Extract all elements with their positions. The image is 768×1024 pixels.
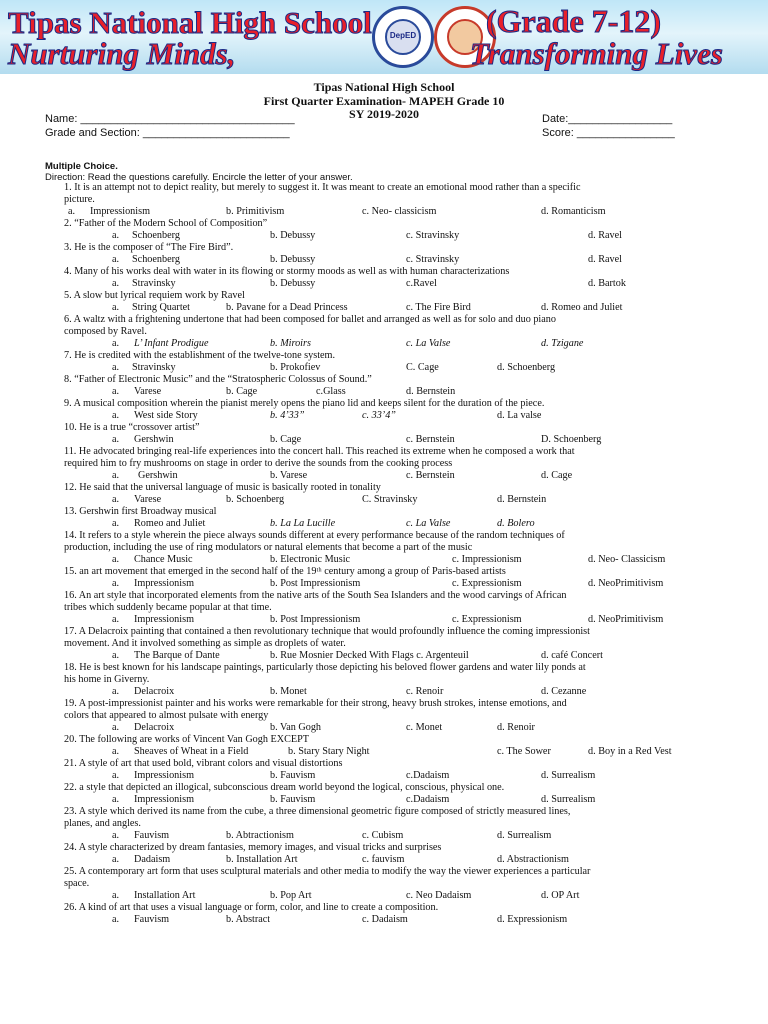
answer-choice[interactable]: Dadaism (134, 854, 171, 865)
question-text: 22. a style that depicted an illogical, subconscious dream world beyond the logical, conscious, physical one. (64, 782, 505, 793)
choice-letter: a. (112, 746, 120, 757)
answer-choice[interactable]: b. Varese (270, 470, 308, 481)
answer-choice[interactable]: c. Stravinsky (406, 230, 460, 241)
answer-choice[interactable]: b. Monet (270, 686, 307, 697)
question-text: colors that appeared to almost pulsate with energy (64, 710, 269, 721)
question-text: 23. A style which derived its name from the cube, a three dimensional geometric figure composed of strictly measured lines, (64, 806, 571, 817)
question-text: 4. Many of his works deal with water in its flowing or stormy moods as well as with human characterizations (64, 266, 510, 277)
answer-choice[interactable]: b. Installation Art (226, 854, 298, 865)
question-text: 25. A contemporary art form that uses sculptural materials and other media to modify the way the viewer experiences a particular (64, 866, 591, 877)
answer-choice[interactable]: b. Cage (226, 386, 258, 397)
answer-choice[interactable]: c.Dadaism (406, 770, 450, 781)
answer-choice[interactable]: L’ Infant Prodigue (134, 338, 209, 349)
answer-choice[interactable]: Chance Music (134, 554, 193, 565)
answer-choice[interactable]: b. Schoenberg (226, 494, 285, 505)
answer-choice[interactable]: c. Bernstein (406, 470, 455, 481)
answer-choice[interactable]: Gershwin (134, 434, 174, 445)
answer-choice[interactable]: d. Ravel (588, 230, 622, 241)
banner-motto-left: Nurturing Minds, (8, 36, 236, 71)
answer-choice[interactable]: d. Renoir (497, 722, 535, 733)
answer-choice[interactable]: c. Neo Dadaism (406, 890, 472, 901)
answer-choice[interactable]: d. Cezanne (541, 686, 587, 697)
question-text: 12. He said that the universal language of music is basically rooted in tonality (64, 482, 381, 493)
choice-letter: a. (112, 254, 120, 265)
name-field[interactable]: Name: ___________________________________ (45, 113, 295, 125)
question-text: 16. An art style that incorporated elements from the native arts of the South Sea Islanders and the wood carvings of African (64, 590, 567, 601)
choice-letter: a. (68, 206, 76, 217)
answer-choice[interactable]: Installation Art (134, 890, 196, 901)
answer-choice[interactable]: West side Story (134, 410, 198, 421)
choice-letter: a. (112, 686, 120, 697)
school-banner (0, 0, 768, 74)
answer-choice[interactable]: Impressionism (90, 206, 150, 217)
answer-choice[interactable]: c. Monet (406, 722, 443, 733)
choice-letter: a. (112, 230, 120, 241)
title-school: Tipas National High School (313, 80, 455, 94)
answer-choice[interactable]: b. 4’33” (270, 410, 305, 421)
answer-choice[interactable]: b. Debussy (270, 230, 316, 241)
answer-choice[interactable]: d. Romeo and Juliet (541, 302, 623, 313)
answer-choice[interactable]: d. Bartok (588, 278, 626, 289)
answer-choice[interactable]: c. Stravinsky (406, 254, 460, 265)
answer-choice[interactable]: Fauvism (134, 830, 170, 841)
answer-choice[interactable]: C. Stravinsky (362, 494, 418, 505)
choice-letter: a. (112, 578, 120, 589)
answer-choice[interactable]: d. La valse (497, 410, 542, 421)
choice-letter: a. (112, 854, 120, 865)
answer-choice[interactable]: c. Cubism (362, 830, 404, 841)
answer-choice[interactable]: b. Pavane for a Dead Princess (226, 302, 348, 313)
answer-choice[interactable]: b. La La Lucille (270, 518, 336, 529)
title-exam: First Quarter Examination- MAPEH Grade 10 (263, 93, 505, 108)
answer-choice[interactable]: Delacroix (134, 722, 175, 733)
answer-choice[interactable]: Stravinsky (132, 362, 176, 373)
choice-letter: a. (112, 470, 120, 481)
answer-choice[interactable]: d. Romanticism (541, 206, 606, 217)
answer-choice[interactable]: b. Post Impressionism (270, 578, 361, 589)
answer-choice[interactable]: String Quartet (132, 302, 191, 313)
answer-choice[interactable]: c. The Sower (497, 746, 551, 757)
choice-letter: a. (112, 794, 120, 805)
choice-letter: a. (112, 554, 120, 565)
answer-choice[interactable]: d. Abstractionism (497, 854, 569, 865)
answer-choice[interactable]: b. Prokofiev (270, 362, 321, 373)
question-text: composed by Ravel. (64, 326, 147, 337)
answer-choice[interactable]: d. Surrealism (541, 794, 596, 805)
question-text: picture. (64, 194, 95, 205)
question-text: production, including the use of ring modulators or natural elements that become a part of the music (64, 542, 473, 553)
answer-choice[interactable]: Varese (134, 386, 162, 397)
answer-choice[interactable]: c.Dadaism (406, 794, 450, 805)
answer-choice[interactable]: b. Cage (270, 434, 302, 445)
answer-choice[interactable]: c. Neo- classicism (362, 206, 437, 217)
question-text: 3. He is the composer of “The Fire Bird”. (64, 242, 234, 253)
answer-choice[interactable]: c. fauvism (362, 854, 405, 865)
answer-choice[interactable]: Impressionism (134, 770, 194, 781)
choice-letter: a. (112, 650, 120, 661)
question-text: 14. It refers to a style wherein the piece always sounds different at every performance because of the random techniques of (64, 530, 565, 541)
section-heading: Multiple Choice. (45, 161, 118, 172)
answer-choice[interactable]: d. Bernstein (497, 494, 547, 505)
question-text: space. (64, 878, 90, 889)
answer-choice[interactable]: b. Debussy (270, 254, 316, 265)
question-text: 20. The following are works of Vincent Van Gogh EXCEPT (64, 734, 309, 745)
answer-choice[interactable]: b. Rue Mosnier Decked With Flags c. Argenteuil (270, 650, 469, 661)
answer-choice[interactable]: d. OP Art (541, 890, 580, 901)
answer-choice[interactable]: c. The Fire Bird (406, 302, 471, 313)
answer-choice[interactable]: b. Abtractionism (226, 830, 294, 841)
answer-choice[interactable]: The Barque of Dante (134, 650, 220, 661)
answer-choice[interactable]: d. Surrealism (497, 830, 552, 841)
deped-seal-logo: DepED (372, 6, 434, 68)
title-school-year: SY 2019-2020 (349, 107, 419, 121)
choice-letter: a. (112, 278, 120, 289)
choice-letter: a. (112, 614, 120, 625)
question-text: movement. And it involved something as simple as droplets of water. (64, 638, 346, 649)
question-text: 17. A Delacroix painting that contained a then revolutionary technique that would profoundly influence the coming impressionist (64, 626, 590, 637)
question-text: 2. “Father of the Modern School of Composition” (64, 218, 268, 229)
answer-choice[interactable]: d. NeoPrimitivism (588, 614, 664, 625)
score-field[interactable]: Score: ________________ (542, 127, 675, 139)
choice-letter: a. (112, 830, 120, 841)
answer-choice[interactable]: d. Tzigane (541, 338, 584, 349)
answer-choice[interactable]: b. Primitivism (226, 206, 285, 217)
choice-letter: a. (112, 494, 120, 505)
question-text: 1. It is an attempt not to depict reality, but merely to suggest it. It was meant to create an emotional mood rather than a specific (64, 182, 581, 193)
choice-letter: a. (112, 434, 120, 445)
question-text: required him to fry mushrooms on stage in order to derive the sounds from the cooking process (64, 458, 453, 469)
answer-choice[interactable]: Schoenberg (132, 254, 180, 265)
directions: Direction: Read the questions carefully. Encircle the letter of your answer. (45, 172, 353, 183)
answer-choice[interactable]: d. Ravel (588, 254, 622, 265)
choice-letter: a. (112, 386, 120, 397)
answer-choice[interactable]: d. Bernstein (406, 386, 456, 397)
date-field[interactable]: Date:_________________ (542, 113, 673, 125)
answer-choice[interactable]: Romeo and Juliet (134, 518, 206, 529)
answer-choice[interactable]: d. café Concert (541, 650, 603, 661)
answer-choice[interactable]: c.Ravel (406, 278, 437, 289)
answer-choice[interactable]: b. Fauvism (270, 770, 316, 781)
answer-choice[interactable]: c. Expressionism (452, 578, 522, 589)
question-text: his home in Giverny. (64, 674, 150, 685)
answer-choice[interactable]: Gershwin (138, 470, 178, 481)
question-text: 13. Gershwin first Broadway musical (64, 506, 217, 517)
answer-choice[interactable]: Sheaves of Wheat in a Field (134, 746, 249, 757)
banner-grade-range: (Grade 7-12) (486, 3, 662, 39)
answer-choice[interactable]: d. Surrealism (541, 770, 596, 781)
answer-choice[interactable]: b. Debussy (270, 278, 316, 289)
question-text: 6. A waltz with a frightening undertone that had been composed for ballet and arranged as well as for solo and duo piano (64, 314, 556, 325)
answer-choice[interactable]: d. NeoPrimitivism (588, 578, 664, 589)
answer-choice[interactable]: b. Miroirs (270, 338, 311, 349)
answer-choice[interactable]: d. Neo- Classicism (588, 554, 666, 565)
question-text: 8. “Father of Electronic Music” and the “Stratospheric Colossus of Sound.” (64, 374, 372, 385)
banner-school-name: Tipas National High School (8, 5, 372, 40)
answer-choice[interactable]: c. Bernstein (406, 434, 455, 445)
answer-choice[interactable]: c. Dadaism (362, 914, 408, 925)
answer-choice[interactable]: b. Electronic Music (270, 554, 351, 565)
choice-letter: a. (112, 770, 120, 781)
answer-choice[interactable]: c. La Valse (406, 338, 451, 349)
choice-letter: a. (112, 722, 120, 733)
answer-choice[interactable]: b. Pop Art (270, 890, 312, 901)
answer-choice[interactable]: Stravinsky (132, 278, 176, 289)
answer-choice[interactable]: d. Boy in a Red Vest (588, 746, 672, 757)
answer-choice[interactable]: c.Glass (316, 386, 346, 397)
choice-letter: a. (112, 362, 120, 373)
answer-choice[interactable]: Impressionism (134, 794, 194, 805)
question-text: 24. A style characterized by dream fantasies, memory images, and visual tricks and surprises (64, 842, 442, 853)
answer-choice[interactable]: Impressionism (134, 578, 194, 589)
question-text: 26. A kind of art that uses a visual language or form, color, and line to create a composition. (64, 902, 439, 913)
answer-choice[interactable]: Impressionism (134, 614, 194, 625)
answer-choice[interactable]: b. Post Impressionism (270, 614, 361, 625)
question-text: 11. He advocated bringing real-life experiences into the concert hall. This reached its extreme when he composed a work that (64, 446, 575, 457)
banner-motto-right: Transforming Lives (470, 36, 723, 71)
answer-choice[interactable]: d. Cage (541, 470, 573, 481)
question-text: tribes which suddenly became popular at that time. (64, 602, 272, 613)
choice-letter: a. (112, 302, 120, 313)
answer-choice[interactable]: b. Stary Stary Night (288, 746, 370, 757)
question-text: 18. He is best known for his landscape paintings, particularly those depicting his beloved flower gardens and water lily ponds at (64, 662, 586, 673)
answer-choice[interactable]: d. Bolero (497, 518, 535, 529)
question-text: 21. A style of art that used bold, vibrant colors and visual distortions (64, 758, 343, 769)
choice-letter: a. (112, 410, 120, 421)
answer-choice[interactable]: D. Schoenberg (541, 434, 602, 445)
choice-letter: a. (112, 518, 120, 529)
question-text: 15. an art movement that emerged in the second half of the 19ᵗʰ century among a group of Paris-based artists (64, 566, 506, 577)
answer-choice[interactable]: c. Renoir (406, 686, 444, 697)
question-text: 5. A slow but lyrical requiem work by Ravel (64, 290, 245, 301)
grade-section-field[interactable]: Grade and Section: ________________________ (45, 127, 290, 139)
answer-choice[interactable]: Varese (134, 494, 162, 505)
answer-choice[interactable]: d. Expressionism (497, 914, 568, 925)
choice-letter: a. (112, 890, 120, 901)
answer-choice[interactable]: d. Schoenberg (497, 362, 556, 373)
choice-letter: a. (112, 338, 120, 349)
answer-choice[interactable]: C. Cage (406, 362, 439, 373)
question-text: planes, and angles. (64, 818, 141, 829)
answer-choice[interactable]: Schoenberg (132, 230, 180, 241)
choice-letter: a. (112, 914, 120, 925)
answer-choice[interactable]: c. 33’4” (362, 410, 396, 421)
answer-choice[interactable]: b. Van Gogh (270, 722, 322, 733)
answer-choice[interactable]: c. Impressionism (452, 554, 522, 565)
answer-choice[interactable]: Delacroix (134, 686, 175, 697)
answer-choice[interactable]: b. Abstract (226, 914, 271, 925)
answer-choice[interactable]: c. Expressionism (452, 614, 522, 625)
answer-choice[interactable]: Fauvism (134, 914, 170, 925)
answer-choice[interactable]: b. Fauvism (270, 794, 316, 805)
question-text: 19. A post-impressionist painter and his works were remarkable for their strong, heavy brush strokes, intense emotions, and (64, 698, 567, 709)
question-text: 9. A musical composition wherein the pianist merely opens the piano lid and keeps silent for the duration of the piece. (64, 398, 545, 409)
question-text: 7. He is credited with the establishment of the twelve-tone system. (64, 350, 336, 361)
question-text: 10. He is a true “crossover artist” (64, 422, 200, 433)
answer-choice[interactable]: c. La Valse (406, 518, 451, 529)
